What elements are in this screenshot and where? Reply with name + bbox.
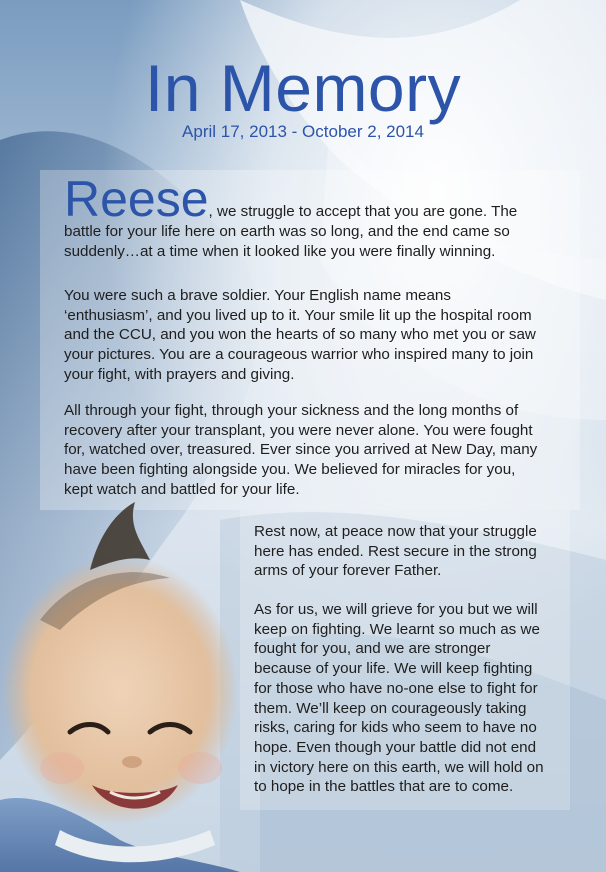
page-title: In Memory bbox=[144, 51, 462, 125]
paragraph-3: All through your fight, through your sickness and the long months of recovery after your transplant, you were never alone. You were fought for, watched over, treasured. Ever since you arrived at New Day, many have been fighting alongside you. We believed for miracles for you, kept watch and battled for your life. bbox=[64, 402, 538, 498]
life-dates: April 17, 2013 - October 2, 2014 bbox=[182, 122, 424, 141]
paragraph-5: As for us, we will grieve for you but we will keep on fighting. We learnt so much as we fought for you, and we are stronger because of your life. We will keep fighting for those who have no-one else to fight for them. We’ll keep on courageously taking risks, caring for kids who seem to have no hope. Even though your battle did not end in victory here on this earth, we will hold on to hope in the battles that are to come. bbox=[254, 601, 544, 796]
paragraph-1 bbox=[64, 171, 542, 261]
paragraph-4: Rest now, at peace now that your struggle here has ended. Rest secure in the strong arms of your forever Father. bbox=[254, 523, 537, 580]
baby-photo bbox=[0, 500, 260, 872]
paragraph-2: You were such a brave soldier. Your English name means ‘enthusiasm’, and you lived up to it. Your smile lit up the hospital room and the CCU, and you won the hearts of so many who met you or saw your pictures. You are a courageous warrior who inspired many to join your fight, with prayers and giving. bbox=[64, 287, 536, 383]
name-dropcap: Reese bbox=[64, 171, 209, 227]
paragraph-1-text: , we struggle to accept that you are gone. The battle for your life here on earth was so long, and the end came so suddenly…at a time when it looked like you were finally winning. bbox=[64, 203, 518, 260]
